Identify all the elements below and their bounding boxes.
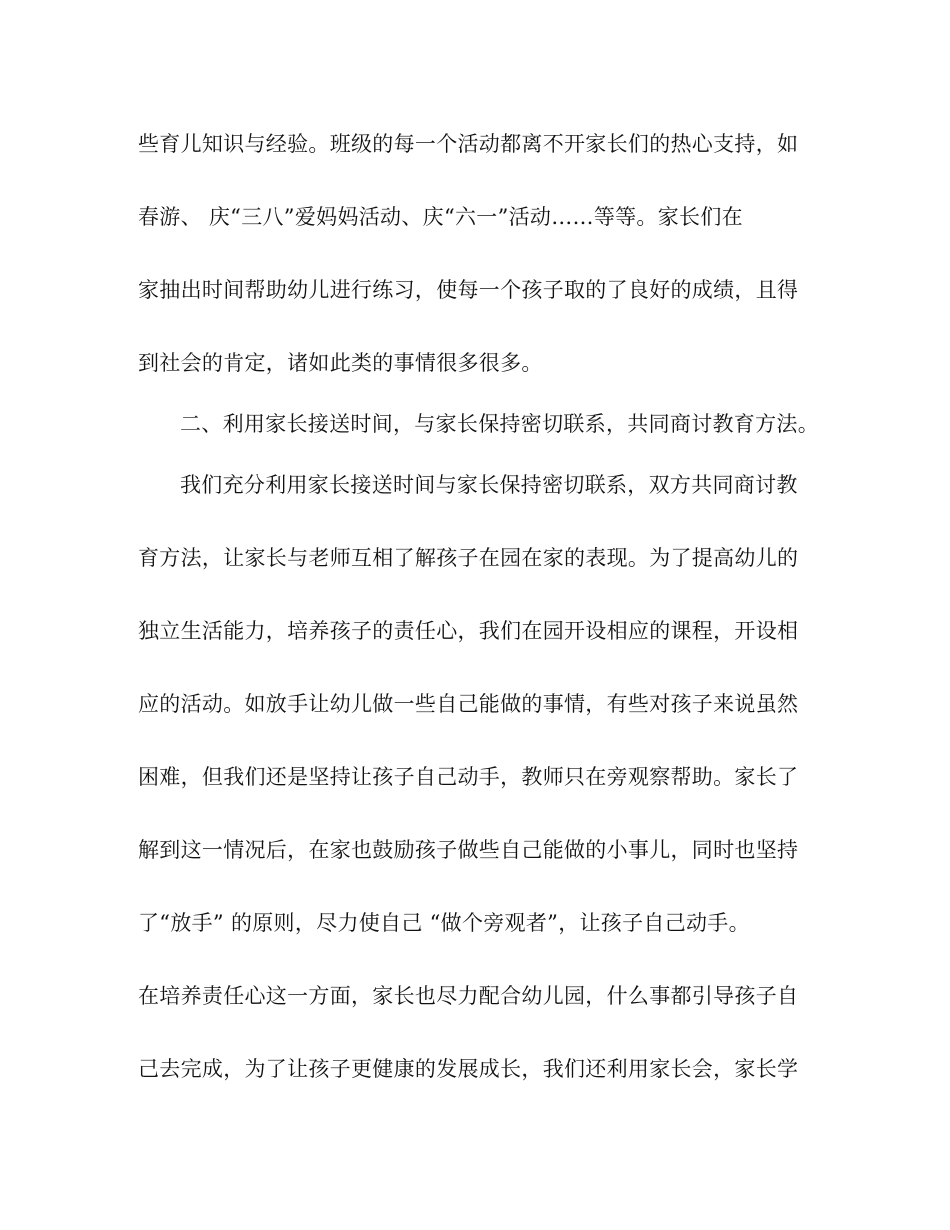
text-line-9: 应的活动。如放手让幼儿做一些自己能做的事情，有些对孩子来说虽然: [138, 692, 799, 716]
text-line-14: 己去完成，为了让孩子更健康的发展成长，我们还利用家长会，家长学: [138, 1057, 799, 1081]
text-line-4: 到社会的肯定，诸如此类的事情很多很多。: [138, 351, 543, 375]
text-line-8: 独立生活能力，培养孩子的责任心，我们在园开设相应的课程，开设相: [138, 619, 799, 643]
text-line-6: 我们充分利用家长接送时间与家长保持密切联系，双方共同商讨教: [180, 473, 798, 497]
text-line-13: 在培养责任心这一方面，家长也尽力配合幼儿园，什么事都引导孩子自: [138, 984, 799, 1008]
section-heading: 二、利用家长接送时间，与家长保持密切联系，共同商讨教育方法。: [180, 412, 819, 436]
text-line-3: 家抽出时间帮助幼儿进行练习，使每一个孩子取的了良好的成绩，且得: [138, 278, 799, 302]
text-line-12: 了“放手” 的原则，尽力使自己 “做个旁观者”，让孩子自己动手。: [138, 911, 750, 935]
text-line-1: 些育儿知识与经验。班级的每一个活动都离不开家长们的热心支持，如: [138, 132, 799, 156]
text-line-2: 春游、 庆“三八”爱妈妈活动、庆“六一”活动……等等。家长们在: [138, 205, 743, 229]
text-line-11: 解到这一情况后，在家也鼓励孩子做些自己能做的小事儿，同时也坚持: [138, 838, 799, 862]
text-line-7: 育方法，让家长与老师互相了解孩子在园在家的表现。为了提高幼儿的: [138, 546, 799, 570]
text-line-10: 困难，但我们还是坚持让孩子自己动手，教师只在旁观察帮助。家长了: [138, 765, 799, 789]
